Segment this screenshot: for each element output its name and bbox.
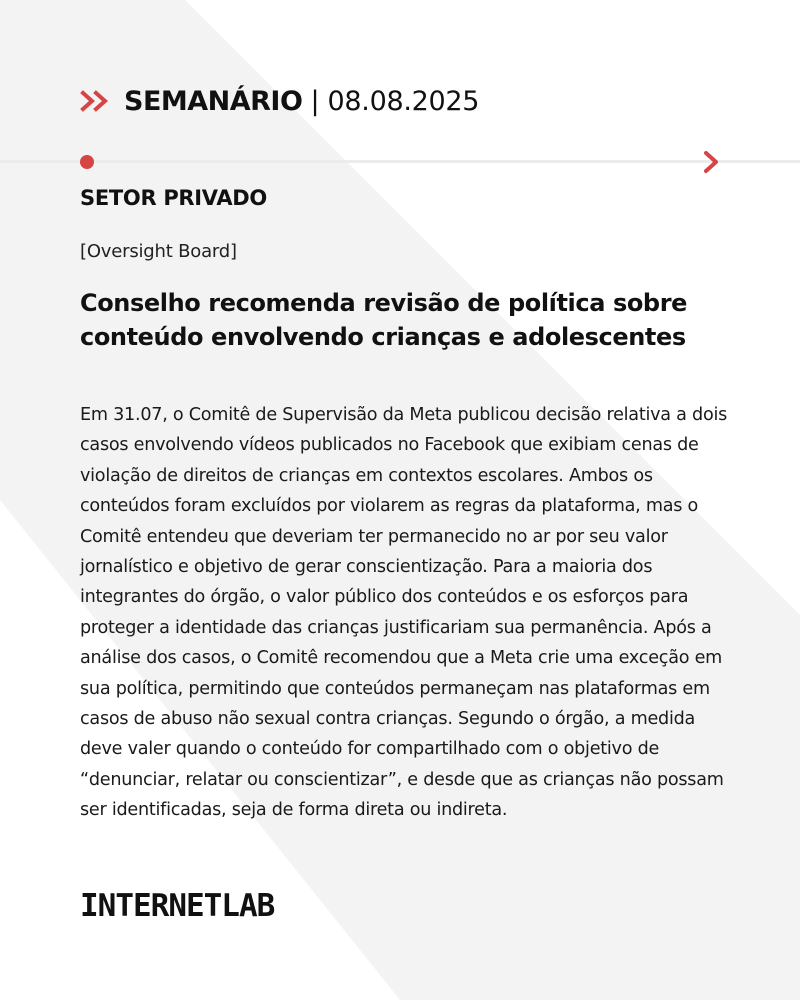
section-label: SETOR PRIVADO (80, 186, 267, 210)
page-header (80, 84, 479, 118)
article-headline: Conselho recomenda revisão de política sobre conteúdo envolvendo crianças e adolescentes (80, 289, 688, 351)
chevron-right-icon[interactable] (703, 150, 721, 174)
header-divider (0, 160, 800, 163)
header-separator: | (310, 85, 320, 117)
publication-date: 08.08.2025 (327, 85, 480, 117)
article-body: Em 31.07, o Comitê de Supervisão da Meta publicou decisão relativa a dois casos envolvendo vídeos publicados no Facebook que exibiam cenas de violação de direitos de crianças em contextos escolares. Ambos os conteúdos foram excluídos por violarem as regras da plataforma, mas o Comitê entendeu que deveriam ter permanecido no ar por seu valor jornalístico e objetivo de gerar conscientização. Para a maioria dos integrantes do órgão, o valor público dos conteúdos e os esforços para proteger a identidade das crianças justificariam sua permanência. Após a análise dos casos, o Comitê recomendou que a Meta crie uma exceção em sua política, permitindo que conteúdos permaneçam nas plataformas em casos de abuso não sexual contra crianças. Segundo o órgão, a medida deve valer quando o conteúdo for compartilhado com o objetivo de “denunciar, relatar ou conscientizar”, e desde que as crianças não possam ser identificadas, seja de forma direta ou indireta. (80, 405, 728, 821)
double-chevron-right-icon (80, 90, 110, 112)
internetlab-logo: INTERNETLAB (80, 888, 275, 924)
dot-icon (80, 155, 94, 169)
publication-title: SEMANÁRIO (124, 85, 303, 117)
article-source: [Oversight Board] (80, 241, 237, 262)
